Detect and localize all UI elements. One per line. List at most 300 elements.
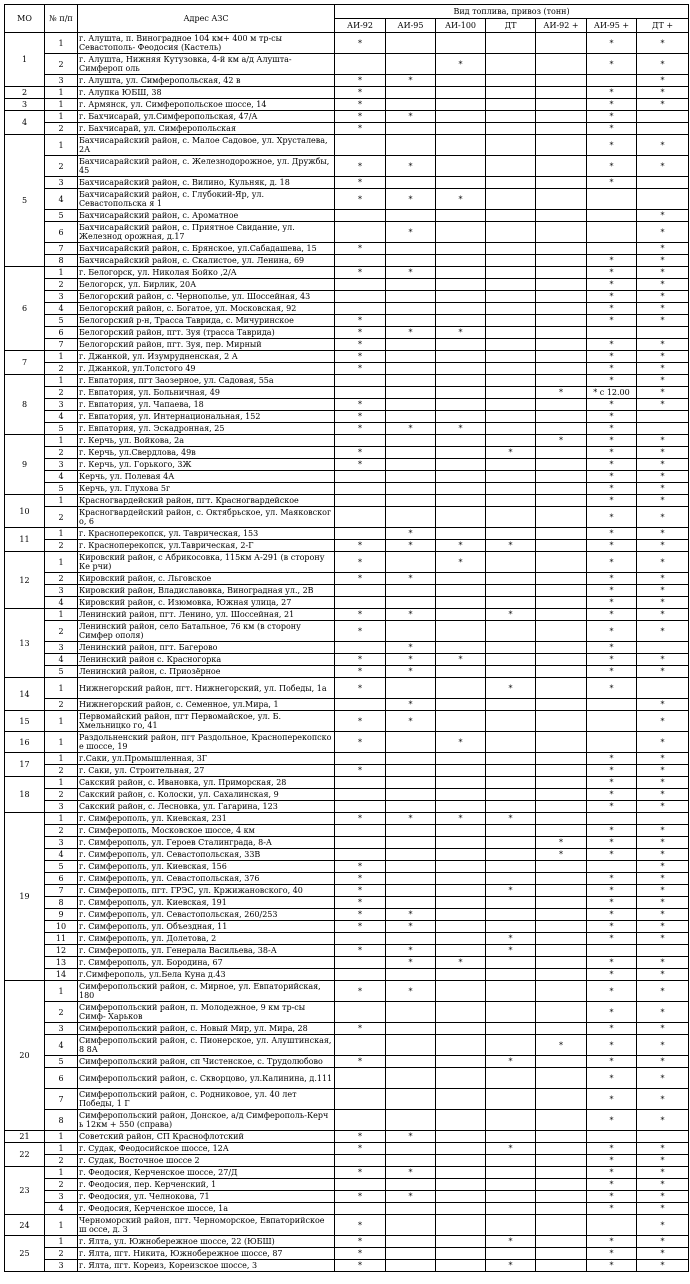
fuel-cell (536, 552, 587, 573)
fuel-cell (536, 609, 587, 621)
fuel-cell (486, 75, 536, 87)
fuel-cell: * (637, 387, 689, 399)
fuel-cell: * (486, 609, 536, 621)
fuel-cell: * (637, 528, 689, 540)
table-row (5, 981, 689, 1002)
row-number: 3 (45, 399, 78, 411)
fuel-cell (436, 609, 486, 621)
row-number: 7 (45, 339, 78, 351)
fuel-cell (536, 969, 587, 981)
fuel-cell: * (436, 189, 486, 210)
fuel-cell (486, 303, 536, 315)
fuel-cell: * (587, 1023, 637, 1035)
address-cell: г. Судак, Феодосийское шоссе, 12А (78, 1143, 335, 1155)
fuel-cell: * (486, 540, 536, 552)
fuel-cell: * (335, 732, 386, 753)
fuel-cell: * (637, 375, 689, 387)
address-cell: г. Симферополь, ул. Героев Сталинграда, 8-А (78, 837, 335, 849)
table-row (5, 243, 689, 255)
fuel-cell (486, 1035, 536, 1056)
fuel-cell: * (637, 873, 689, 885)
table-row (5, 1110, 689, 1131)
row-number: 11 (45, 933, 78, 945)
address-cell: г. Алушта, п. Виноградное 104 км+ 400 м тр-сы Севастополь- Феодосия (Кастель) (78, 33, 335, 54)
fuel-cell (386, 1155, 436, 1167)
fuel-cell: * (587, 279, 637, 291)
fuel-cell (386, 933, 436, 945)
fuel-cell: * (587, 621, 637, 642)
fuel-cell (335, 753, 386, 765)
table-row (5, 921, 689, 933)
fuel-cell (436, 921, 486, 933)
table-row (5, 156, 689, 177)
table-row (5, 933, 689, 945)
table-row (5, 1167, 689, 1179)
fuel-cell (335, 1068, 386, 1089)
fuel-cell (335, 1155, 386, 1167)
row-number: 1 (45, 1167, 78, 1179)
fuel-cell: * (587, 528, 637, 540)
fuel-stations-table (4, 4, 689, 1272)
fuel-cell (335, 1089, 386, 1110)
fuel-cell: * (587, 267, 637, 279)
fuel-cell: * (587, 303, 637, 315)
fuel-cell (335, 1203, 386, 1215)
fuel-cell (536, 54, 587, 75)
mo-cell: 14 (5, 678, 45, 711)
fuel-cell: * (637, 99, 689, 111)
fuel-cell (536, 813, 587, 825)
fuel-cell: * (587, 471, 637, 483)
table-row (5, 1131, 689, 1143)
fuel-cell: * (335, 1131, 386, 1143)
table-row (5, 339, 689, 351)
fuel-cell: * (386, 609, 436, 621)
fuel-cell (637, 813, 689, 825)
address-cell: г. Феодосия, Керченское шоссе, 27/Д (78, 1167, 335, 1179)
fuel-cell: * (637, 909, 689, 921)
fuel-cell (335, 642, 386, 654)
fuel-cell: * (637, 897, 689, 909)
fuel-cell (486, 483, 536, 495)
address-cell: Белогорский р-н, Трасса Таврида, с. Мичуринское (78, 315, 335, 327)
row-number: 3 (45, 1260, 78, 1272)
fuel-cell (486, 765, 536, 777)
fuel-cell: * (587, 435, 637, 447)
fuel-cell (386, 375, 436, 387)
fuel-cell (486, 921, 536, 933)
fuel-cell (637, 189, 689, 210)
fuel-cell (536, 189, 587, 210)
row-number: 2 (45, 54, 78, 75)
fuel-cell: * (587, 909, 637, 921)
table-row (5, 111, 689, 123)
row-number: 1 (45, 99, 78, 111)
fuel-cell (536, 87, 587, 99)
fuel-cell (536, 222, 587, 243)
fuel-cell: * (335, 327, 386, 339)
fuel-cell (386, 1023, 436, 1035)
table-row (5, 609, 689, 621)
fuel-cell: * (335, 1248, 386, 1260)
fuel-cell: * (637, 483, 689, 495)
fuel-cell: * (637, 243, 689, 255)
fuel-cell: * (335, 33, 386, 54)
row-number: 2 (45, 1179, 78, 1191)
fuel-cell (486, 666, 536, 678)
fuel-cell (386, 471, 436, 483)
fuel-cell (536, 1215, 587, 1236)
fuel-cell: * (335, 363, 386, 375)
fuel-cell (486, 1248, 536, 1260)
address-cell: г. Симферополь, ул. Объездная, 11 (78, 921, 335, 933)
fuel-cell: * (386, 111, 436, 123)
table-body (5, 33, 689, 1272)
fuel-cell (536, 399, 587, 411)
fuel-cell (386, 885, 436, 897)
fuel-cell (386, 363, 436, 375)
table-row (5, 1191, 689, 1203)
fuel-cell (536, 1068, 587, 1089)
fuel-cell: * (335, 99, 386, 111)
fuel-cell (536, 1002, 587, 1023)
fuel-cell (536, 597, 587, 609)
mo-cell: 20 (5, 981, 45, 1131)
fuel-cell (486, 699, 536, 711)
fuel-cell: * (637, 303, 689, 315)
row-number: 5 (45, 210, 78, 222)
fuel-cell (386, 585, 436, 597)
fuel-cell (536, 585, 587, 597)
fuel-cell (536, 825, 587, 837)
fuel-cell (536, 507, 587, 528)
address-cell: г. Бахчисарай, ул.Симферопольская, 47/А (78, 111, 335, 123)
address-cell: Бахчисарайский район, с. Железнодорожное, ул. Дружбы, 45 (78, 156, 335, 177)
fuel-cell (536, 873, 587, 885)
address-cell: г. Евпатория, ул. Больничная, 49 (78, 387, 335, 399)
fuel-cell: * (637, 1203, 689, 1215)
mo-cell: 1 (5, 33, 45, 87)
row-number: 10 (45, 921, 78, 933)
fuel-cell: * (637, 222, 689, 243)
fuel-cell (536, 732, 587, 753)
fuel-cell (536, 315, 587, 327)
table-row (5, 33, 689, 54)
header-fuel: ДТ (486, 19, 536, 33)
fuel-cell (536, 351, 587, 363)
fuel-cell (536, 156, 587, 177)
fuel-cell: * (637, 291, 689, 303)
fuel-cell: * (386, 711, 436, 732)
fuel-cell (386, 303, 436, 315)
fuel-cell: * (587, 666, 637, 678)
fuel-cell (436, 471, 486, 483)
fuel-cell: * (386, 909, 436, 921)
fuel-cell: * (637, 597, 689, 609)
row-number: 1 (45, 351, 78, 363)
table-row (5, 969, 689, 981)
fuel-cell: * (386, 642, 436, 654)
fuel-cell (436, 435, 486, 447)
table-row (5, 678, 689, 699)
address-cell: г. Керчь, ул. Войкова, 2а (78, 435, 335, 447)
fuel-cell: * (587, 1035, 637, 1056)
fuel-cell: * (637, 156, 689, 177)
fuel-cell (486, 909, 536, 921)
mo-cell: 17 (5, 753, 45, 777)
fuel-cell (436, 255, 486, 267)
table-row (5, 897, 689, 909)
fuel-cell (486, 981, 536, 1002)
table-row (5, 1089, 689, 1110)
address-cell: Черноморский район, пгт. Черноморское, Евпаторийское ш оссе, д. 3 (78, 1215, 335, 1236)
address-cell: г. Евпатория, ул. Чапаева, 18 (78, 399, 335, 411)
fuel-cell (335, 1110, 386, 1131)
fuel-cell (436, 933, 486, 945)
mo-cell: 25 (5, 1236, 45, 1272)
fuel-cell (335, 777, 386, 789)
fuel-cell: * (335, 411, 386, 423)
fuel-cell: * (637, 339, 689, 351)
fuel-cell (386, 135, 436, 156)
fuel-cell (386, 339, 436, 351)
address-cell: г. Ялта, ул. Южнобережное шоссе, 22 (ЮБШ) (78, 1236, 335, 1248)
fuel-cell (436, 1215, 486, 1236)
fuel-cell: * (637, 711, 689, 732)
row-number: 1 (45, 33, 78, 54)
fuel-cell (486, 801, 536, 813)
fuel-cell (486, 315, 536, 327)
mo-cell: 24 (5, 1215, 45, 1236)
table-row (5, 123, 689, 135)
address-cell: Симферопольский район, с. Мирное, ул. Евпаторийская, 180 (78, 981, 335, 1002)
fuel-cell (486, 471, 536, 483)
table-row (5, 315, 689, 327)
fuel-cell: * (637, 585, 689, 597)
fuel-cell (587, 327, 637, 339)
fuel-cell: * (637, 801, 689, 813)
fuel-cell: * (335, 315, 386, 327)
row-number: 6 (45, 873, 78, 885)
mo-cell: 16 (5, 732, 45, 753)
fuel-cell: * (436, 813, 486, 825)
row-number: 5 (45, 1056, 78, 1068)
fuel-cell (587, 243, 637, 255)
address-cell: г. Джанкой, ул. Изумрудненская, 2 А (78, 351, 335, 363)
fuel-cell: * (587, 921, 637, 933)
fuel-cell: * (637, 75, 689, 87)
fuel-cell (386, 1236, 436, 1248)
fuel-cell (486, 267, 536, 279)
fuel-cell (536, 861, 587, 873)
header-mo: МО (5, 5, 45, 33)
fuel-cell: * (637, 1167, 689, 1179)
fuel-cell (536, 801, 587, 813)
fuel-cell (536, 471, 587, 483)
fuel-cell: * (587, 897, 637, 909)
fuel-cell (637, 411, 689, 423)
address-cell: г. Симферополь, ул. Генерала Васильева, 38-А (78, 945, 335, 957)
fuel-cell: * (335, 243, 386, 255)
fuel-cell (386, 1110, 436, 1131)
fuel-cell: * (436, 540, 486, 552)
fuel-cell (486, 222, 536, 243)
table-row (5, 1155, 689, 1167)
address-cell: Симферопольский район, с. Родниковое, ул. 40 лет Победы, 1 Г (78, 1089, 335, 1110)
fuel-cell (386, 99, 436, 111)
fuel-cell (436, 699, 486, 711)
fuel-cell (637, 642, 689, 654)
fuel-cell (335, 435, 386, 447)
fuel-cell: * (587, 573, 637, 585)
fuel-cell (486, 1155, 536, 1167)
fuel-cell (536, 339, 587, 351)
fuel-cell (486, 177, 536, 189)
fuel-cell (536, 1179, 587, 1191)
fuel-cell: * (587, 642, 637, 654)
fuel-cell (386, 351, 436, 363)
table-row (5, 909, 689, 921)
row-number: 2 (45, 573, 78, 585)
fuel-cell: * (587, 1068, 637, 1089)
fuel-cell (536, 1110, 587, 1131)
fuel-cell (486, 711, 536, 732)
fuel-cell (386, 597, 436, 609)
mo-cell: 2 (5, 87, 45, 99)
fuel-cell: * (335, 1191, 386, 1203)
table-row (5, 459, 689, 471)
fuel-cell (536, 642, 587, 654)
fuel-cell (486, 849, 536, 861)
address-cell: Красногвардейский район, с. Октябрьское, ул. Маяковског о, 6 (78, 507, 335, 528)
fuel-cell (536, 1236, 587, 1248)
mo-cell: 11 (5, 528, 45, 552)
fuel-cell (536, 573, 587, 585)
fuel-cell (335, 699, 386, 711)
fuel-cell: * (386, 981, 436, 1002)
fuel-cell: * (386, 327, 436, 339)
fuel-cell: * (637, 507, 689, 528)
fuel-cell (386, 837, 436, 849)
row-number: 3 (45, 459, 78, 471)
fuel-cell: * (587, 585, 637, 597)
fuel-cell (386, 1089, 436, 1110)
address-cell: г. Красноперекопск, ул. Таврическая, 153 (78, 528, 335, 540)
address-cell: г. Ялта, пгт. Никита, Южнобережное шоссе, 87 (78, 1248, 335, 1260)
fuel-cell: * (587, 1143, 637, 1155)
mo-cell: 8 (5, 375, 45, 435)
fuel-cell (436, 1179, 486, 1191)
fuel-cell: * (587, 789, 637, 801)
address-cell: Кировский район, с. Льговское (78, 573, 335, 585)
fuel-cell (536, 123, 587, 135)
fuel-cell (536, 495, 587, 507)
fuel-cell: * (637, 654, 689, 666)
fuel-cell: * (637, 1215, 689, 1236)
row-number: 1 (45, 435, 78, 447)
address-cell: г. Судак, Восточное шоссе 2 (78, 1155, 335, 1167)
fuel-cell: * (587, 54, 637, 75)
fuel-cell (436, 1167, 486, 1179)
fuel-cell (536, 885, 587, 897)
address-cell: Ленинский район, пгт. Багерово (78, 642, 335, 654)
fuel-cell: * (637, 1143, 689, 1155)
fuel-cell: * (637, 969, 689, 981)
fuel-cell (436, 315, 486, 327)
fuel-cell: * (637, 861, 689, 873)
fuel-cell (335, 957, 386, 969)
fuel-cell: * (386, 528, 436, 540)
fuel-cell (436, 156, 486, 177)
table-row (5, 885, 689, 897)
fuel-cell (335, 969, 386, 981)
fuel-cell: * (335, 861, 386, 873)
address-cell: Белогорск, ул. Бирлик, 20А (78, 279, 335, 291)
fuel-cell: * (587, 1179, 637, 1191)
fuel-cell: * (637, 825, 689, 837)
fuel-cell: * (637, 1179, 689, 1191)
fuel-cell: * (587, 411, 637, 423)
table-row (5, 945, 689, 957)
table-row (5, 135, 689, 156)
table-row (5, 528, 689, 540)
fuel-cell (637, 1131, 689, 1143)
mo-cell: 19 (5, 813, 45, 981)
address-cell: г.Саки, ул.Промышленная, 3Г (78, 753, 335, 765)
fuel-cell (436, 837, 486, 849)
row-number: 5 (45, 423, 78, 435)
fuel-cell (486, 399, 536, 411)
row-number: 1 (45, 267, 78, 279)
fuel-cell: * (386, 267, 436, 279)
fuel-cell (536, 1248, 587, 1260)
fuel-cell: * (587, 654, 637, 666)
fuel-cell (536, 921, 587, 933)
fuel-cell (536, 1167, 587, 1179)
fuel-cell (536, 981, 587, 1002)
table-row (5, 699, 689, 711)
table-row (5, 849, 689, 861)
table-row (5, 291, 689, 303)
fuel-cell: * (335, 654, 386, 666)
row-number: 4 (45, 654, 78, 666)
fuel-cell (536, 1203, 587, 1215)
header-num: № п/п (45, 5, 78, 33)
fuel-cell (486, 1179, 536, 1191)
fuel-cell (587, 1131, 637, 1143)
fuel-cell (536, 210, 587, 222)
fuel-cell (436, 1155, 486, 1167)
address-cell: Симферопольский район, с. Пионерское, ул. Алуштинская, 8 8А (78, 1035, 335, 1056)
fuel-cell: * (386, 189, 436, 210)
fuel-cell (386, 210, 436, 222)
table-row (5, 1023, 689, 1035)
fuel-cell: * (386, 1131, 436, 1143)
fuel-cell (335, 495, 386, 507)
fuel-cell (436, 642, 486, 654)
table-row (5, 1260, 689, 1272)
header-fuel: АИ-100 (436, 19, 486, 33)
fuel-cell: * (486, 885, 536, 897)
fuel-cell (335, 279, 386, 291)
fuel-cell: * (587, 765, 637, 777)
fuel-cell: * (386, 813, 436, 825)
fuel-cell (486, 495, 536, 507)
row-number: 3 (45, 1191, 78, 1203)
fuel-cell (587, 75, 637, 87)
fuel-cell (386, 291, 436, 303)
fuel-cell (536, 423, 587, 435)
